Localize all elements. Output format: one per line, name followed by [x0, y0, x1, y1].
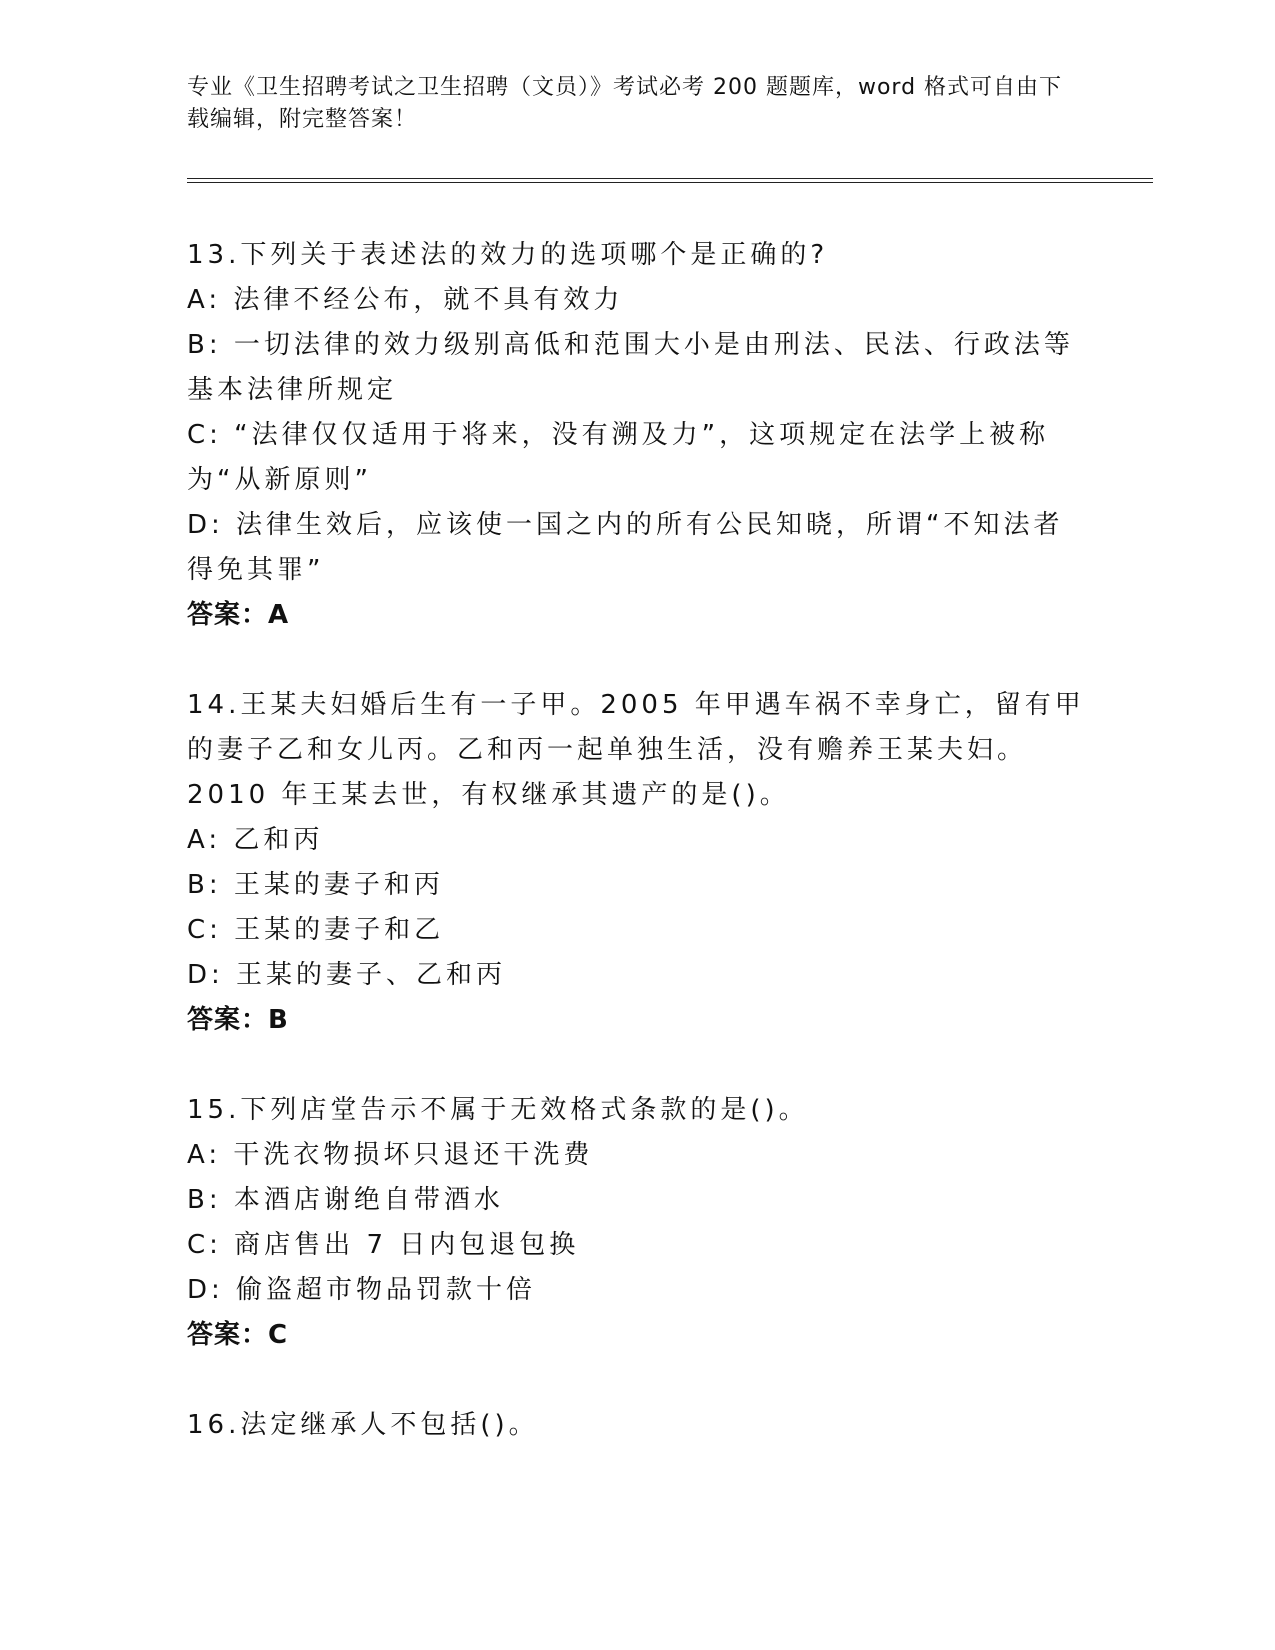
option-c: C: 商店售出 7 日内包退包换 [187, 1230, 580, 1260]
answer-label: 答案：B [187, 1005, 289, 1035]
option-c: C: “法律仅仅适用于将来，没有溯及力”，这项规定在法学上被称为“从新原则” [187, 420, 1050, 495]
option-d: D: 偷盗超市物品罚款十倍 [187, 1275, 537, 1305]
option-b: B: 本酒店谢绝自带酒水 [187, 1185, 504, 1215]
option-b: B: 王某的妻子和丙 [187, 870, 444, 900]
question-text: 15.下列店堂告示不属于无效格式条款的是()。 [187, 1095, 809, 1125]
question-13 [187, 233, 1087, 638]
option-a: A: 乙和丙 [187, 825, 324, 855]
answer-label: 答案：A [187, 600, 290, 630]
question-14 [187, 683, 1087, 1043]
question-text: 14.王某夫妇婚后生有一子甲。2005 年甲遇车祸不幸身亡，留有甲的妻子乙和女儿丙。乙和丙一起单独生活，没有赡养王某夫妇。2010 年王某去世，有权继承其遗产的是()。 [187, 690, 1085, 810]
option-d: D: 王某的妻子、乙和丙 [187, 960, 507, 990]
answer-label: 答案：C [187, 1320, 289, 1350]
document-header: 专业《卫生招聘考试之卫生招聘（文员）》考试必考 200 题题库，word 格式可自由下载编辑，附完整答案！ [187, 75, 1063, 132]
question-text: 13.下列关于表述法的效力的选项哪个是正确的? [187, 240, 829, 270]
option-a: A: 干洗衣物损坏只退还干洗费 [187, 1140, 594, 1170]
option-d: D: 法律生效后，应该使一国之内的所有公民知晓，所谓“不知法者得免其罪” [187, 510, 1064, 585]
header-divider-bottom [187, 182, 1153, 183]
header-divider-top [187, 178, 1153, 179]
question-16 [187, 1403, 1087, 1448]
question-text: 16.法定继承人不包括()。 [187, 1410, 539, 1440]
option-a: A: 法律不经公布，就不具有效力 [187, 285, 624, 315]
option-b: B: 一切法律的效力级别高低和范围大小是由刑法、民法、行政法等基本法律所规定 [187, 330, 1074, 405]
question-15 [187, 1088, 1087, 1358]
question-list [187, 233, 1087, 1493]
option-c: C: 王某的妻子和乙 [187, 915, 445, 945]
